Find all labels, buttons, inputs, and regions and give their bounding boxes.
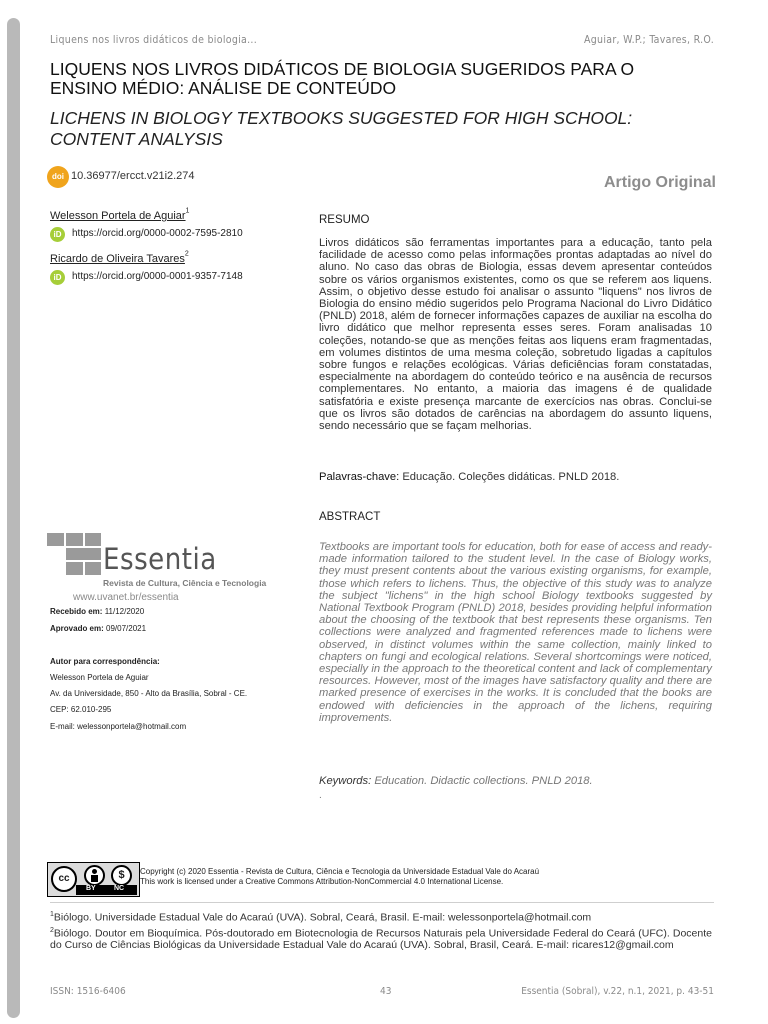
- title-pt-line1: LIQUENS NOS LIVROS DIDÁTICOS DE BIOLOGIA SUGERIDOS PARA O: [50, 59, 635, 79]
- author-2: [50, 249, 189, 267]
- footnote-2: [50, 925, 712, 952]
- page-number: 43: [380, 986, 392, 997]
- title-pt-line2: ENSINO MÉDIO: ANÁLISE DE CONTEÚDO: [50, 78, 397, 98]
- correspondence-address: Av. da Universidade, 850 - Alto da Brasília, Sobral - CE.: [50, 689, 248, 698]
- author-1-sup: 1: [185, 207, 190, 215]
- journal-url[interactable]: www.uvanet.br/essentia: [73, 592, 179, 603]
- abstract-trailing-dot: .: [319, 790, 322, 801]
- license-statement[interactable]: This work is licensed under a Creative Commons Attribution-NonCommercial 4.0 International License.: [140, 877, 504, 886]
- cc-nc-label: NC: [114, 885, 125, 892]
- received-date: [50, 607, 144, 616]
- running-header-authors: Aguiar, W.P.; Tavares, R.O.: [584, 34, 714, 46]
- sidebar-decorative-bar: [7, 18, 20, 1018]
- journal-subtitle: Revista de Cultura, Ciência e Tecnologia: [103, 578, 267, 588]
- orcid-icon: iD: [50, 270, 65, 285]
- cc-license-badge[interactable]: [47, 862, 140, 897]
- abstract-keywords-text: Education. Didactic collections. PNLD 2018.: [374, 775, 593, 787]
- received-label: Recebido em:: [50, 607, 103, 616]
- abstract-text: Textbooks are important tools for education, both for ease of access and ready-made information tailored to the student level. In the case of Biology works, they must present contents about the various existing organisms, for example, those which refers to lichens. Thus, the objective of this study was to analyze the subject "lichens" in the high school Biology textbooks suggested by National Textbook Program (PNLD) 2018, besides providing helpful information about the choosing of the textbook that best represents these organisms. Ten collections were analyzed and fragmented references made to lichens were observed, in distinct volumes within the same collection, mainly linked to chapters on fungi and ecological relations. Several shortcomings were noticed, especially in the approach to the theoretical content and lack of complementary resources. However, most of the images have satisfactory quality and there are marked presence of exercises in the works. It is concluded that the books are endowed with deficiencies in the approach of the lichens, requiring improvements.: [319, 541, 712, 724]
- footnote-1: [50, 909, 712, 924]
- resumo-heading: RESUMO: [319, 214, 370, 226]
- author-2-name[interactable]: Ricardo de Oliveira Tavares: [50, 253, 185, 265]
- essentia-logo-mark: [47, 533, 101, 575]
- running-header-title: Liquens nos livros didáticos de biologia...: [50, 34, 258, 46]
- footnote-1-text: Biólogo. Universidade Estadual Vale do Acaraú (UVA). Sobral, Ceará, Brasil. E-mail: welessonportela@hotmail.com: [53, 911, 592, 924]
- resumo-text: Livros didáticos são ferramentas importantes para a educação, tanto pela facilidade de acesso como pelas informações prontas adaptadas ao nível do aluno. No caso das obras de Biologia, essas devem apresentar conteúdos sobre os vários organismos existentes, como os que se referem aos liquens. Assim, o objetivo desse estudo foi analisar o assunto "liquens" nos livros de Biologia do ensino médio sugeridos pelo Programa Nacional do Livro Didático (PNLD) 2018, além de fornecer informações capazes de auxiliar na escolha do livro didático que melhor representa esses seres. Foram analisadas 10 coleções, notando-se que as menções feitas aos liquens eram fragmentadas, em volumes distintos de uma mesma coleção, sobretudo ligadas a capítulos sobre fungos e relações ecológicas. Várias deficiências foram constatadas, especialmente na abordagem do conteúdo teórico e na ausência de recursos complementares. No entanto, a maioria das imagens é de qualidade satisfatória e existe presença marcante de exercícios nas obras. Conclui-se que os livros são dotados de carências na abordagem do assunto liquens, sendo necessário que se façam melhorias.: [319, 237, 712, 433]
- cc-icon: cc: [51, 866, 77, 892]
- cc-by-label: BY: [86, 885, 96, 892]
- doi-link[interactable]: 10.36977/ercct.v21i2.274: [71, 170, 195, 182]
- attribution-icon: [84, 865, 105, 886]
- abstract-keywords: [319, 775, 593, 787]
- title-en-line1: LICHENS IN BIOLOGY TEXTBOOKS SUGGESTED FOR HIGH SCHOOL:: [50, 108, 633, 128]
- resumo-keywords-label: Palavras-chave:: [319, 471, 400, 483]
- correspondence-email[interactable]: E-mail: welessonportela@hotmail.com: [50, 722, 187, 731]
- correspondence-cep: CEP: 62.010-295: [50, 705, 112, 714]
- author-1-name[interactable]: Welesson Portela de Aguiar: [50, 210, 186, 222]
- approved-label: Aprovado em:: [50, 624, 104, 633]
- title-en-line2: CONTENT ANALYSIS: [50, 129, 223, 149]
- approved-date: [50, 624, 146, 633]
- license-copyright: Copyright (c) 2020 Essentia - Revista de Cultura, Ciência e Tecnologia da Universidade Estadual Vale do Acaraú: [140, 867, 540, 876]
- resumo-keywords: [319, 471, 619, 483]
- footnote-2-mark: 2: [50, 926, 54, 934]
- title-portuguese: [50, 60, 690, 98]
- correspondence-label: Autor para correspondência:: [50, 657, 160, 666]
- author-1-orcid-link[interactable]: https://orcid.org/0000-0002-7595-2810: [72, 228, 243, 239]
- journal-name: Essentia: [103, 542, 217, 576]
- author-2-sup: 2: [184, 250, 189, 258]
- footnote-1-mark: 1: [50, 911, 54, 918]
- footnotes: [50, 909, 712, 951]
- footer-citation: Essentia (Sobral), v.22, n.1, 2021, p. 43-51: [521, 986, 714, 997]
- approved-value: 09/07/2021: [106, 624, 147, 633]
- author-1: [50, 206, 189, 224]
- doi-icon: doi: [47, 166, 69, 188]
- abstract-keywords-label: Keywords:: [319, 775, 372, 787]
- orcid-icon: iD: [50, 227, 65, 242]
- license-text: [140, 867, 539, 887]
- title-english: [50, 108, 690, 150]
- author-2-orcid-link[interactable]: https://orcid.org/0000-0001-9357-7148: [72, 271, 243, 282]
- footer-issn: ISSN: 1516-6406: [50, 986, 126, 997]
- received-value: 11/12/2020: [104, 607, 145, 616]
- footnote-2-text: Biólogo. Doutor em Bioquímica. Pós-doutorado em Biotecnologia de Recursos Naturais pela Universidade Federal do Ceará (UFC). Docente do Curso de Ciências Biológicas da Universidade Estadual Vale do Acaraú (UVA). Sobral, Brasil, Ceará. E-mail: ricares12@gmail.com: [50, 927, 712, 951]
- resumo-keywords-text: Educação. Coleções didáticas. PNLD 2018.: [402, 471, 620, 483]
- abstract-heading: ABSTRACT: [319, 511, 381, 523]
- footnote-divider: [50, 902, 714, 903]
- noncommercial-icon: $: [111, 865, 132, 886]
- correspondence-name: Welesson Portela de Aguiar: [50, 673, 149, 682]
- article-type-label: Artigo Original: [604, 174, 716, 191]
